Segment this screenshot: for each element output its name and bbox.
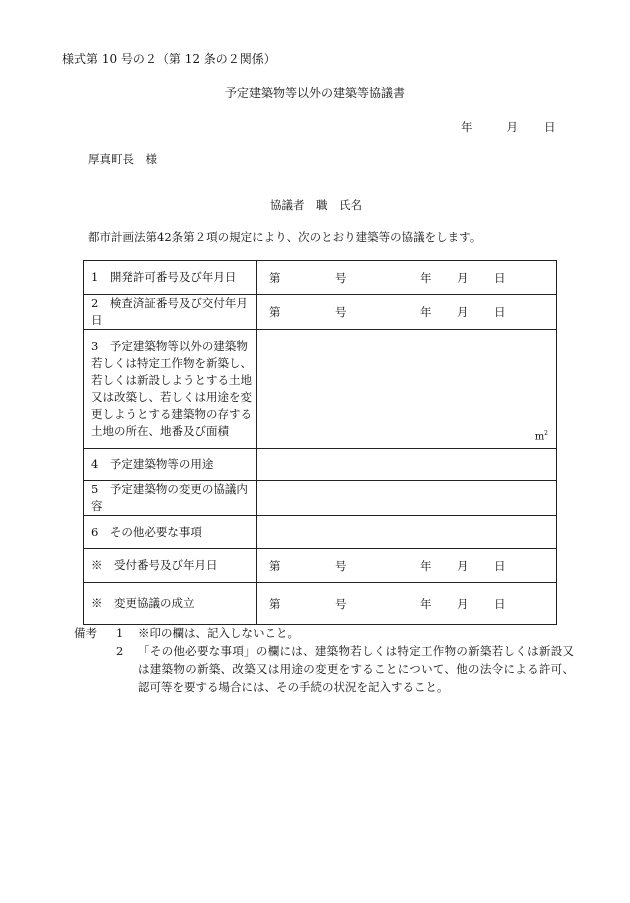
notes-heading: 備考 [74, 626, 97, 640]
row-label: 5 予定建築物の変更の協議内容 [84, 481, 257, 516]
note-number: 1 [116, 626, 124, 640]
consultation-table [83, 260, 557, 625]
intro-statement: 都市計画法第42条第２項の規定により、次のとおり建築等の協議をします。 [88, 230, 482, 244]
date-day-label: 日 [544, 120, 556, 134]
form-number: 様式第 10 号の２（第 12 条の２関係） [62, 52, 276, 66]
table-row [84, 449, 557, 481]
date-month-label: 月 [506, 120, 518, 134]
note-text: ※印の欄は、記入しないこと。 [138, 626, 299, 640]
month-label: 月 [457, 558, 469, 573]
day-label: 日 [494, 270, 506, 285]
note-text: 「その他必要な事項」の欄には、建築物若しくは特定工作物の新築若しくは新設又は建築物の新築、改築又は用途の変更をすることについて、他の法令による許可、認可等を要する場合には、その手続の状況を記入すること。 [138, 644, 574, 694]
table-row [84, 261, 557, 295]
permit-number-date-field[interactable] [257, 261, 557, 295]
applicant-line: 協議者 職 氏名 [270, 198, 362, 212]
dai-label: 第 [269, 305, 281, 319]
other-matters-field[interactable] [257, 516, 557, 549]
dai-label: 第 [269, 596, 281, 611]
row-label: ※ 受付番号及び年月日 [84, 549, 257, 583]
dai-label: 第 [269, 558, 281, 573]
addressee: 厚真町長 様 [88, 152, 157, 166]
building-use-field[interactable] [257, 449, 557, 481]
land-location-area-field[interactable] [257, 330, 557, 449]
table-row [84, 516, 557, 549]
year-label: 年 [420, 270, 432, 285]
dai-label: 第 [269, 270, 281, 285]
note-number: 2 [116, 644, 124, 658]
note-item [74, 624, 574, 642]
inspection-number-date-field[interactable] [257, 295, 557, 330]
row-label: 6 その他必要な事項 [84, 516, 257, 549]
date-line [461, 119, 556, 135]
change-approval-field[interactable] [257, 583, 557, 625]
row-label: ※ 変更協議の成立 [84, 583, 257, 625]
month-label: 月 [457, 596, 469, 611]
month-label: 月 [457, 305, 469, 319]
go-label: 号 [335, 596, 347, 611]
day-label: 日 [494, 305, 506, 319]
note-item [74, 642, 574, 696]
square-meter-unit: $m^2$ [534, 429, 548, 442]
go-label: 号 [335, 558, 347, 573]
year-label: 年 [420, 305, 432, 319]
table-row [84, 549, 557, 583]
table-row [84, 295, 557, 330]
table-row [84, 330, 557, 449]
go-label: 号 [335, 270, 347, 285]
change-consultation-field[interactable] [257, 481, 557, 516]
go-label: 号 [335, 305, 347, 319]
day-label: 日 [494, 596, 506, 611]
table-row [84, 583, 557, 625]
date-year-label: 年 [461, 120, 473, 134]
day-label: 日 [494, 558, 506, 573]
notes-section [74, 624, 574, 696]
receipt-number-date-field[interactable] [257, 549, 557, 583]
row-label: 1 開発許可番号及び年月日 [84, 261, 257, 295]
row-label: 2 検査済証番号及び交付年月日 [84, 295, 257, 330]
year-label: 年 [420, 596, 432, 611]
table-row [84, 481, 557, 516]
document-title: 予定建築物等以外の建築等協議書 [224, 86, 405, 100]
month-label: 月 [457, 270, 469, 285]
row-label: 3 予定建築物等以外の建築物若しくは特定工作物を新築し、若しくは新設しようとする土地又は改築し、若しくは用途を変更しようとする建築物の存する土地の所在、地番及び面積 [84, 330, 257, 449]
row-label: 4 予定建築物等の用途 [84, 449, 257, 481]
year-label: 年 [420, 558, 432, 573]
